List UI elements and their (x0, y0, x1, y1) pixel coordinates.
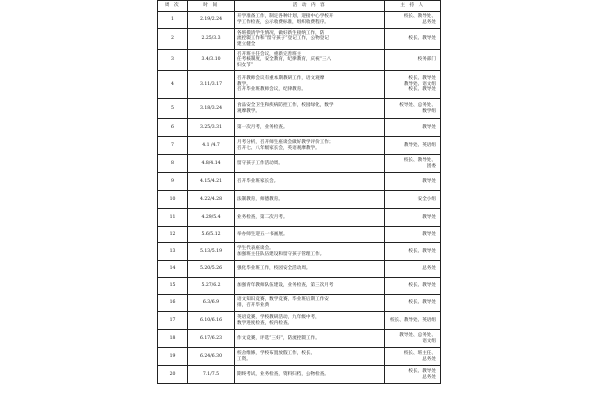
date-cell: 5.27/6.2 (188, 278, 235, 295)
content-line: 流控辍工作和“留守孩子”登记工作，公物登记 (237, 36, 329, 42)
week-cell: 15 (158, 278, 188, 295)
host-cell (385, 99, 441, 119)
host-line: 校长、教导处 (408, 76, 436, 82)
week-cell: 12 (158, 227, 188, 243)
week-cell: 4 (158, 71, 188, 99)
week-cell: 20 (158, 366, 188, 384)
table-row (158, 137, 441, 155)
week-cell: 11 (158, 209, 188, 227)
host-cell (385, 119, 441, 137)
host-line: 教导处 (422, 214, 436, 220)
date-cell: 4.1 /4.7 (188, 137, 235, 155)
host-line: 总务处 (422, 266, 436, 272)
date-cell: 3.18/3.24 (188, 99, 235, 119)
host-line: 校长、教导处 (408, 300, 436, 306)
schedule-rows (158, 12, 441, 384)
table-row (158, 330, 441, 348)
content-line: 强化毕业班工作，校园安全活动周。 (237, 266, 311, 272)
date-cell: 4.15/4.21 (188, 173, 235, 191)
date-cell: 3.11/3.17 (188, 71, 235, 99)
host-cell (385, 173, 441, 191)
host-line: 校长、班主任、 (403, 350, 436, 356)
content-line: 校舍维修，学校布置放假工作，校长、 (237, 350, 316, 356)
content-line: 观摩教学。 (237, 108, 260, 114)
host-line: 教导处、总务处、 (399, 332, 436, 338)
host-cell (385, 227, 441, 243)
host-line: 教导处、英语组 (403, 142, 436, 148)
table-row (158, 29, 441, 50)
content-line: 开学准备工作，制定各种计划，迎接中心学校开 (237, 14, 334, 20)
content-line: 建立健全 (237, 41, 256, 47)
host-line: 校长、教导处 (408, 248, 436, 254)
content-cell (235, 137, 385, 155)
table-row (158, 12, 441, 29)
content-cell (235, 312, 385, 330)
content-line: 召开教师会议有重本期教研工作，语文观摩 (237, 76, 325, 82)
content-cell (235, 278, 385, 295)
content-line: 业务检查，第二次月考。 (237, 214, 288, 220)
host-line: 数学组 (422, 108, 436, 114)
content-line: 期终考试，业务检查，资料归档，公物检查。 (237, 371, 329, 377)
content-line: 召开班主任会议，重新完善班主 (237, 51, 302, 57)
table-row (158, 366, 441, 384)
content-cell (235, 295, 385, 312)
content-line: 留守孩子工作活动周。 (237, 160, 283, 166)
date-cell: 3.25/3.31 (188, 119, 235, 137)
host-line: 校务部门 (417, 57, 436, 63)
week-cell: 1 (158, 12, 188, 29)
content-line: 召开毕业班家长会。 (237, 178, 279, 184)
week-cell: 9 (158, 173, 188, 191)
host-cell (385, 366, 441, 384)
table-header-row (158, 1, 441, 12)
date-cell: 2.19/2.24 (188, 12, 235, 29)
host-cell (385, 312, 441, 330)
content-line: 食品安全卫生和疾病防控工作，校园绿化，数学 (237, 102, 334, 108)
header-week: 周 次 (158, 1, 188, 12)
content-cell (235, 330, 385, 348)
week-cell: 3 (158, 50, 188, 71)
content-cell (235, 173, 385, 191)
host-line: 校长、教导处、 (403, 14, 436, 20)
host-cell (385, 330, 441, 348)
host-cell (385, 243, 441, 261)
table-row (158, 243, 441, 261)
date-cell: 5.13/5.19 (188, 243, 235, 261)
host-line: 安全小组 (417, 196, 436, 202)
content-cell (235, 227, 385, 243)
host-line: 总务处 (422, 356, 436, 362)
table-row (158, 119, 441, 137)
table-row (158, 173, 441, 191)
table-row (158, 348, 441, 366)
content-line: 英语竞赛，学校教研活动，九年级中考， (237, 314, 320, 320)
date-cell: 5.20/5.26 (188, 261, 235, 278)
host-cell (385, 209, 441, 227)
content-line: 学工作检查，公示收费标准，组织收费程序。 (237, 20, 329, 25)
host-cell (385, 71, 441, 99)
date-cell: 4.29/5.4 (188, 209, 235, 227)
content-line: 学生代表座谈会。 (237, 245, 274, 251)
content-line: 法制教育，师德教育。 (237, 196, 283, 202)
content-line: 语文知识竞赛，数学竞赛，毕业班后期工作安 (237, 297, 329, 303)
host-line: 教导处 (422, 178, 436, 184)
content-cell (235, 209, 385, 227)
content-cell (235, 99, 385, 119)
content-cell (235, 155, 385, 173)
content-line: 作文竞赛，评选“三好”，防流控辍工作。 (237, 335, 320, 341)
date-cell: 5.6/5.12 (188, 227, 235, 243)
week-cell: 8 (158, 155, 188, 173)
host-cell (385, 155, 441, 173)
content-cell (235, 261, 385, 278)
schedule-table (157, 0, 441, 384)
table-row (158, 191, 441, 209)
host-line: 校长、教导处 (408, 87, 436, 93)
content-line: 第一次月考，业务检查。 (237, 124, 288, 130)
schedule-document (157, 0, 440, 400)
content-cell (235, 29, 385, 50)
table-row (158, 261, 441, 278)
table-row (158, 295, 441, 312)
table-row (158, 155, 441, 173)
host-cell (385, 12, 441, 29)
content-cell (235, 243, 385, 261)
content-line: 召开七、八年级家长会，英语观摩教学。 (237, 145, 320, 151)
host-line: 总务处 (422, 20, 436, 25)
week-cell: 10 (158, 191, 188, 209)
content-line: 任考核制度，安全教育，纪律教育，庆祝“三八 (237, 57, 332, 63)
header-host: 主 持 人 (385, 1, 441, 12)
date-cell: 6.17/6.23 (188, 330, 235, 348)
content-cell (235, 191, 385, 209)
week-cell: 2 (158, 29, 188, 50)
table-row (158, 50, 441, 71)
date-cell: 7.1/7.5 (188, 366, 235, 384)
header-date: 时 间 (188, 1, 235, 12)
host-line: 校长、教导处、英语组 (390, 317, 436, 323)
host-cell (385, 348, 441, 366)
date-cell: 2.25/3.3 (188, 29, 235, 50)
content-line: 工资。 (237, 356, 251, 362)
table-row (158, 278, 441, 295)
content-line: 举办师生迎五一书画展。 (237, 231, 288, 237)
header-content: 活 动 内 容 (235, 1, 385, 12)
table-row (158, 209, 441, 227)
host-cell (385, 295, 441, 312)
week-cell: 16 (158, 295, 188, 312)
host-cell (385, 29, 441, 50)
content-line: 教学。 (237, 81, 251, 87)
content-cell (235, 348, 385, 366)
host-cell (385, 278, 441, 295)
date-cell: 6.10/6.16 (188, 312, 235, 330)
date-cell: 6.24/6.30 (188, 348, 235, 366)
host-cell (385, 137, 441, 155)
week-cell: 7 (158, 137, 188, 155)
content-line: 数学进度检查，校内检查。 (237, 320, 293, 326)
content-cell (235, 12, 385, 29)
content-line: 召开毕业班教师会议，纪律教育。 (237, 87, 306, 93)
date-cell: 4.22/4.28 (188, 191, 235, 209)
content-line: 月考分析，召开师生座谈会做好教学评价工作； (237, 139, 334, 145)
host-line: 校长、教导处 (408, 36, 436, 42)
host-line: 校长、教导处 (408, 368, 436, 374)
content-cell (235, 50, 385, 71)
host-line: 校长、教导处 (408, 283, 436, 289)
content-cell (235, 71, 385, 99)
table-row (158, 227, 441, 243)
host-line: 团委 (426, 163, 436, 169)
content-line: 加强班主任队伍建设和留守孩子管理工作。 (237, 251, 325, 257)
host-line: 总务处 (422, 374, 436, 380)
host-cell (385, 261, 441, 278)
week-cell: 17 (158, 312, 188, 330)
host-cell (385, 191, 441, 209)
table-row (158, 71, 441, 99)
host-line: 校导处、总务处、 (399, 102, 436, 108)
content-line: 妇女节” (237, 62, 254, 68)
date-cell: 3.4/3.10 (188, 50, 235, 71)
host-line: 教导处 (422, 231, 436, 237)
week-cell: 13 (158, 243, 188, 261)
content-line: 排，召开毕业典 (237, 303, 270, 308)
content-line: 加强青年教师队伍建设，业务检查，第三次月考 (237, 283, 334, 289)
content-cell (235, 366, 385, 384)
content-line: 各班摸清学生情况，做好新生接纳工作，防 (237, 30, 325, 36)
table-row (158, 99, 441, 119)
content-cell (235, 119, 385, 137)
host-line: 语文组 (422, 338, 436, 344)
week-cell: 14 (158, 261, 188, 278)
host-line: 校长、教导处、 (403, 157, 436, 163)
week-cell: 19 (158, 348, 188, 366)
host-cell (385, 50, 441, 71)
date-cell: 6.3/6.9 (188, 295, 235, 312)
week-cell: 6 (158, 119, 188, 137)
week-cell: 5 (158, 99, 188, 119)
week-cell: 18 (158, 330, 188, 348)
date-cell: 4.8/4.14 (188, 155, 235, 173)
host-line: 教导处 (422, 124, 436, 130)
table-row (158, 312, 441, 330)
host-line: 教导处、语文组 (403, 81, 436, 87)
